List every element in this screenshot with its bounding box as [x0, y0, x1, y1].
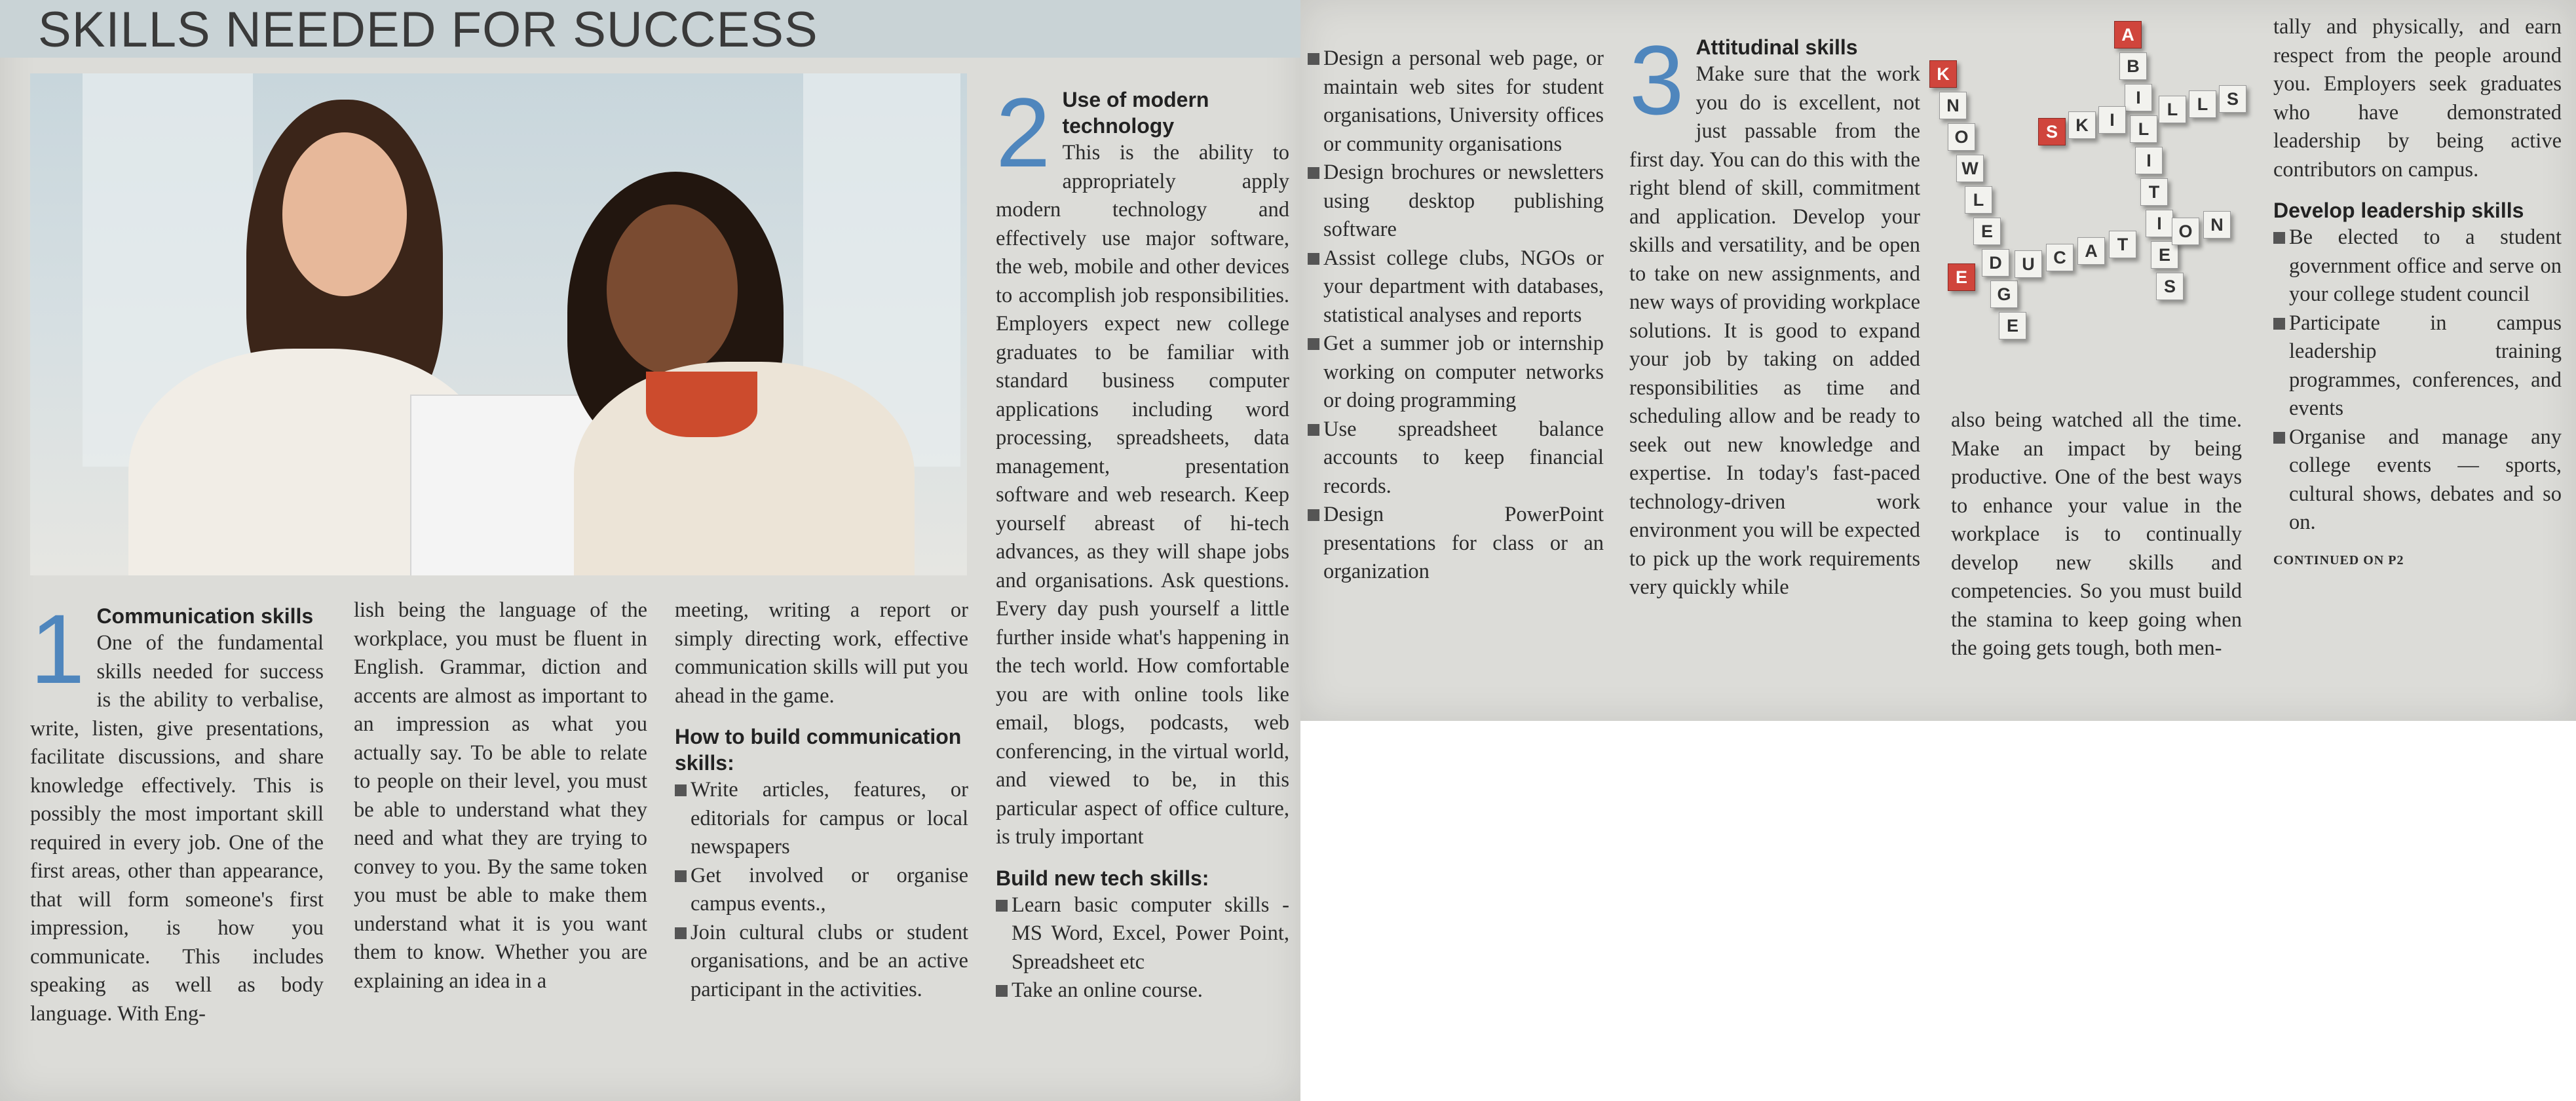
list-item: Get involved or organise campus events., — [675, 862, 968, 919]
scrabble-tiles-image — [1923, 14, 2263, 381]
tile: D — [1982, 249, 2009, 277]
list-item: Learn basic computer skills - MS Word, Excel, Power Point, Spreadsheet etc — [996, 891, 1289, 977]
tile: I — [2125, 84, 2152, 111]
section1-text-a: One of the fundamental skills needed for success is the ability to verbalise, write, listen, give presentations, facilitate discussions, and share knowledge effectively. This is possibly the most important skill required in every job. One of the first areas, other than appearance, that will form someone's first impression, is how you communicate. This includes speaking as well as body language. With Eng- — [30, 631, 324, 1026]
section1-col-c — [675, 596, 968, 1004]
tile: W — [1956, 155, 1984, 182]
section1-col-b — [354, 596, 647, 995]
tile: L — [1965, 186, 1992, 214]
tile: N — [1939, 92, 1967, 119]
tile: T — [2140, 178, 2168, 206]
orange-top — [646, 372, 757, 437]
tile: K — [1929, 60, 1957, 88]
woman-right-face — [607, 204, 738, 375]
list-item: Assist college clubs, NGOs or your department with databases, statistical analyses and reports — [1308, 244, 1604, 330]
tile: E — [1999, 312, 2026, 339]
section-number-1: 1 — [30, 594, 85, 704]
woman-left-face — [282, 132, 407, 296]
tile: I — [2135, 147, 2163, 174]
tile: O — [1948, 123, 1975, 151]
tech-skills-more-list — [1308, 45, 1604, 587]
tile: I — [2098, 106, 2126, 134]
section2-col — [996, 77, 1289, 1005]
tile: E — [1948, 263, 1975, 291]
section3-cont2-col — [2273, 13, 2562, 575]
section3-cont-col — [1951, 406, 2242, 663]
tile: S — [2038, 118, 2066, 145]
tile: C — [2046, 244, 2074, 271]
section3-body: Make sure that the work you do is excellent, not just passable from the first day. You can do this with the right blend of skill, commitment and application. Develop your skills and versatility, and be open to take on new assignments, and new ways of providing workplace solutions. It is good to expand your job by taking on added responsibilities as time and scheduling allow and be ready to seek out new knowledge and expertise. In today's fast-paced technology-driven work environment you will be expected to pick up the work requirements very quickly while — [1629, 62, 1920, 599]
list-item: Design a personal web page, or maintain web sites for student organisations, University offices or community organisations — [1308, 45, 1604, 159]
list-item: Organise and manage any college events — sports, cultural shows, debates and so on. — [2273, 423, 2562, 537]
tile: S — [2156, 273, 2184, 300]
how-to-build-list — [675, 776, 968, 1004]
build-tech-skills-heading: Build new tech skills: — [996, 866, 1209, 890]
section2-title: Use of modern technology — [1062, 88, 1209, 138]
tile: E — [1973, 218, 2001, 245]
section-number-2: 2 — [996, 77, 1051, 187]
section3-cont: also being watched all the time. Make an impact by being productive. One of the best ways to enhance your value in the workplace is to continually develop new skills and competencies. So you must build the stamina to keep going when the going gets tough, both men- — [1951, 408, 2242, 660]
section3-col — [1629, 25, 1920, 602]
list-item: Take an online course. — [996, 976, 1289, 1005]
two-women-at-desk-photo — [30, 73, 967, 575]
section1-text-b: lish being the language of the workplace, you must be fluent in English. Grammar, diction and accents are almost as important to an impression as what you actually say. To be able to relate to people on their level, you must be able to understand what they need and what they are trying to convey to you. By the same token you must be able to make them understand what it is you want them to know. Whether you are explaining an idea in a — [354, 598, 647, 993]
tile: T — [2109, 231, 2136, 258]
list-item: Design PowerPoint presentations for class or an organization — [1308, 501, 1604, 587]
section1-text-c: meeting, writing a report or simply directing work, effective communication skills will put you ahead in the game. — [675, 598, 968, 708]
tile: G — [1990, 280, 2018, 308]
list-item: Be elected to a student government office and serve on your college student council — [2273, 223, 2562, 309]
section3-title: Attitudinal skills — [1695, 35, 1858, 59]
build-tech-skills-list — [996, 891, 1289, 1005]
section-number-3: 3 — [1629, 25, 1684, 135]
tile: K — [2068, 111, 2096, 139]
list-item: Get a summer job or internship working on computer networks or doing programming — [1308, 330, 1604, 415]
leadership-list — [2273, 223, 2562, 537]
tile: A — [2114, 21, 2142, 48]
tile: E — [2151, 241, 2178, 269]
list-item: Design brochures or newsletters using desktop publishing software — [1308, 159, 1604, 244]
tile: U — [2015, 250, 2042, 278]
tile: L — [2189, 90, 2216, 118]
tech-skills-continued-col — [1308, 45, 1604, 587]
list-item: Write articles, features, or editorials for campus or local newspapers — [675, 776, 968, 862]
tile: I — [2146, 210, 2173, 237]
tile: B — [2119, 52, 2147, 80]
how-to-build-heading: How to build communication skills: — [675, 725, 962, 775]
leadership-heading: Develop leadership skills — [2273, 199, 2524, 222]
tile: A — [2077, 237, 2105, 265]
section1-title: Communication skills — [96, 604, 314, 628]
tile: S — [2219, 85, 2246, 113]
continued-note: CONTINUED ON P2 — [2273, 552, 2404, 568]
tile: L — [2130, 115, 2157, 143]
headline-banner — [0, 0, 1300, 58]
list-item: Use spreadsheet balance accounts to keep financial records. — [1308, 415, 1604, 501]
tile: L — [2159, 96, 2186, 123]
list-item: Join cultural clubs or student organisations, and be an active participant in the activities. — [675, 919, 968, 1005]
section3-cont2: tally and physically, and earn respect from the people around you. Employers seek graduates who have demonstrated leadership by being active contributors on campus. — [2273, 15, 2562, 182]
tile: O — [2172, 218, 2199, 245]
section2-body: This is the ability to appropriately apply modern technology and effectively use major software, the web, mobile and other devices to accomplish job responsibilities. Employers expect new college graduates to be familiar with standard business computer applications including word processing, spreadsheets, data management, presentation software and web research. Keep yourself abreast of hi-tech advances, as they will shape jobs and organisations. Ask questions. Every day push yourself a little further inside what's happening in the tech world. How comfortable you are with online tools like email, blogs, podcasts, web conferencing, in the virtual world, and viewed to be, in this particular aspect of office culture, is truly important — [996, 141, 1289, 849]
list-item: Participate in campus leadership training programmes, conferences, and events — [2273, 309, 2562, 423]
section1-col-a — [30, 594, 324, 1028]
tile: N — [2203, 211, 2231, 239]
page-title: SKILLS NEEDED FOR SUCCESS — [38, 2, 818, 58]
